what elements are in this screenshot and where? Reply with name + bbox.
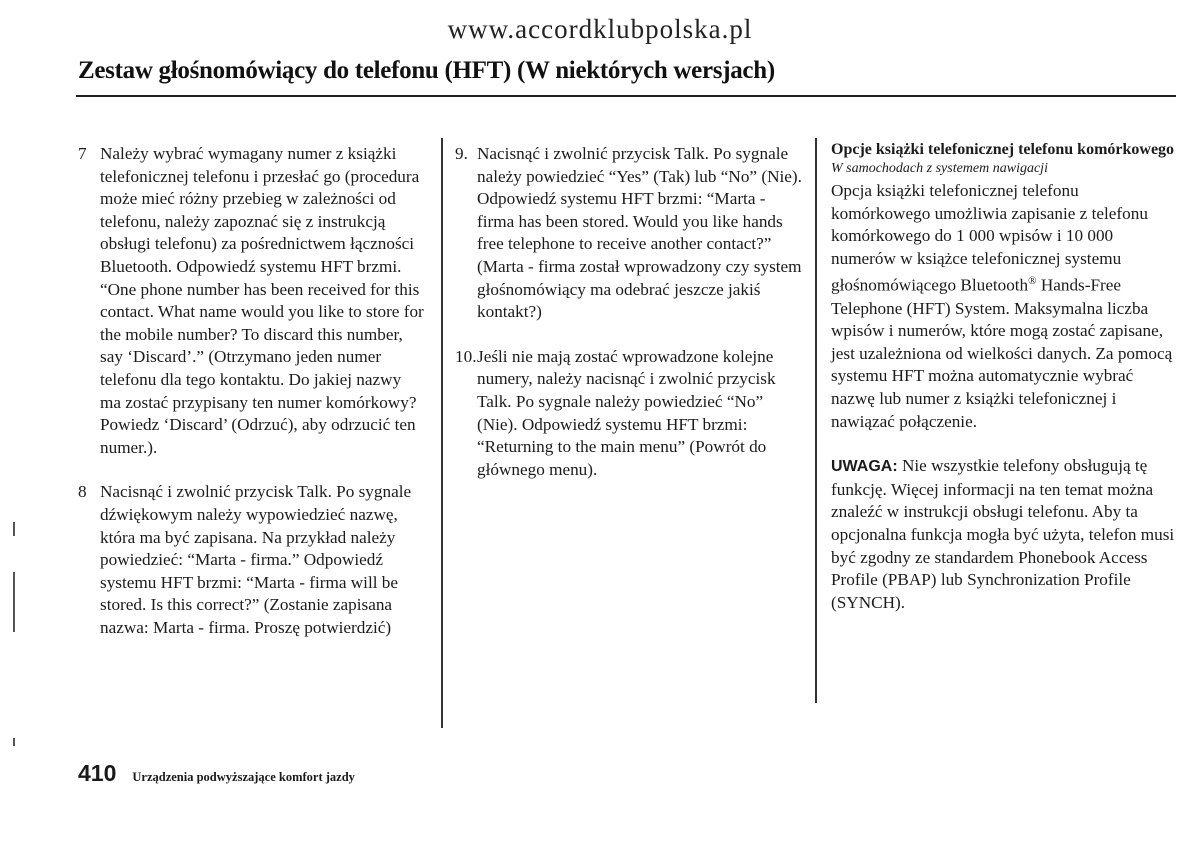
- step-number: 9.: [455, 144, 468, 163]
- step-item: [455, 346, 805, 482]
- step-number: 10.: [455, 346, 477, 366]
- step-item: [455, 143, 805, 324]
- step-number: 8: [78, 482, 87, 502]
- section-heading: Opcje książki telefonicznej telefonu komórkowego: [831, 141, 1175, 158]
- margin-mark: [13, 572, 15, 632]
- page-title: Zestaw głośnomówiący do telefonu (HFT) (W niektórych wersjach): [78, 57, 775, 84]
- footer-section-title: Urządzenia podwyższające komfort jazdy: [132, 770, 355, 784]
- note-block: [831, 455, 1177, 614]
- column-left: [78, 143, 426, 639]
- step-number: 7: [78, 144, 87, 163]
- section-subheading: W samochodach z systemem nawigacji: [831, 161, 1048, 176]
- column-middle: [455, 143, 805, 481]
- step-text: Nacisnąć i zwolnić przycisk Talk. Po sygnale należy powiedzieć “Yes” (Tak) lub “No” (Nie). Odpowiedź systemu HFT brzmi: “Marta - firma has been stored. Would you like hands free telephone to receive another contact?” (Marta - firma został wprowadzony czy system głośnomówiący ma odebrać jeszcze jakiś kontakt?): [477, 144, 802, 322]
- registered-mark: ®: [1028, 275, 1037, 288]
- step-item: [78, 481, 426, 639]
- margin-mark: [13, 522, 15, 536]
- title-rule: [76, 95, 1176, 97]
- step-item: [78, 143, 426, 459]
- step-text: Należy wybrać wymagany numer z książki telefonicznej telefonu i przesłać go (procedura może mieć różny przebieg w zależności od telefonu, należy zapoznać się z instrukcją obsługi telefonu) za pośrednictwem łączności Bluetooth. Odpowiedź systemu HFT brzmi. “One phone number has been received for this contact. What name would you like to store for the mobile number? To discard this number, say ‘Discard’.” (Otrzymano jeden numer telefonu dla tego kontaktu. Do jakiej nazwy ma zostać przypisany ten numer komórkowy? Powiedz ‘Discard’ (Odrzuć), aby odrzucić ten numer.).: [100, 144, 424, 457]
- column-divider-left: [441, 138, 443, 728]
- margin-mark: [13, 738, 15, 746]
- page-footer: [78, 760, 355, 787]
- site-url: www.accordklubpolska.pl: [447, 14, 753, 44]
- note-text: Nie wszystkie telefony obsługują tę funkcję. Więcej informacji na ten temat można znaleźć w instrukcji obsługi telefonu. Aby ta opcjonalna funkcja mogła być użyta, telefon musi być zgodny ze standardem Phonebook Access Profile (PBAP) lub Synchronization Profile (SYNCH).: [831, 456, 1175, 612]
- section-body-text: Hands-Free Telephone (HFT) System. Maksymalna liczba wpisów i numerów, które mogą zostać zapisane, jest uzależniona od wielkości danych. Za pomocą systemu HFT można automatycznie wybrać nazwę lub numer z książki telefonicznej i nawiązać połączenie.: [831, 276, 1173, 431]
- page-number: 410: [78, 760, 117, 786]
- column-right: [831, 139, 1177, 614]
- note-label: UWAGA:: [831, 458, 898, 476]
- section-body: [831, 180, 1177, 433]
- column-divider-right: [815, 138, 817, 703]
- step-text: Nacisnąć i zwolnić przycisk Talk. Po sygnale dźwiękowym należy wypowiedzieć nazwę, która ma być zapisana. Na przykład należy powiedzieć: “Marta - firma.” Odpowiedź systemu HFT brzmi: “Marta - firma will be stored. Is this correct?” (Zostanie zapisana nazwa: Marta - firma. Proszę potwierdzić): [100, 482, 412, 637]
- step-text: Jeśli nie mają zostać wprowadzone kolejne numery, należy nacisnąć i zwolnić przycisk Talk. Po sygnale należy powiedzieć “No” (Nie). Odpowiedź systemu HFT brzmi: “Returning to the main menu” (Powrót do głównego menu).: [477, 346, 776, 479]
- section-body-text: Opcja książki telefonicznej telefonu komórkowego umożliwia zapisanie z telefonu komórkowego do 1 000 wpisów i 10 000 numerów w książce telefonicznej systemu głośnomówiącego Bluetooth: [831, 181, 1148, 296]
